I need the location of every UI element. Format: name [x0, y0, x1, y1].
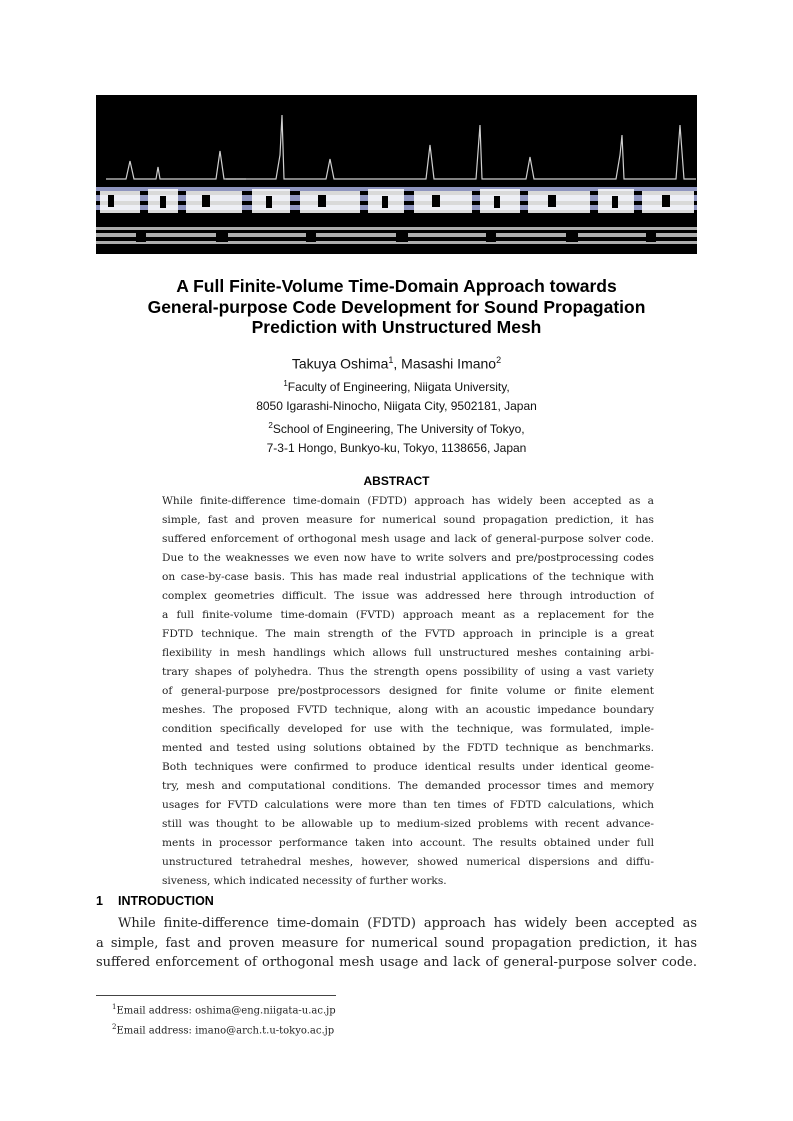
body-line: suffered enforcement of orthogonal mesh usage and lack of general-purpose solver code.: [96, 955, 697, 970]
author-name: Takuya Oshima: [291, 355, 389, 372]
abstract-line: condition specifically developed for use with the technique, was formulated, imple-: [162, 723, 654, 735]
abstract-line: unstructured tetrahedral meshes, however, showed numerical dispersions and diffu-: [162, 856, 654, 868]
abstract-heading: ABSTRACT: [363, 474, 430, 488]
affiliation-line: 7-3-1 Hongo, Bunkyo-ku, Tokyo, 1138656, Japan: [266, 441, 527, 455]
abstract-line: simple, fast and proven measure for numerical sound propagation prediction, it has: [162, 514, 654, 526]
footnote: [112, 1019, 336, 1039]
affiliation-mark: 2: [268, 421, 273, 430]
abstract-line: Due to the weaknesses we even now have to write solvers and pre/postprocessing codes: [162, 552, 654, 564]
footnotes: [112, 999, 336, 1040]
footnote-text: Email address: imano@arch.t.u-tokyo.ac.jp: [116, 1025, 335, 1037]
title-line: Prediction with Unstructured Mesh: [251, 317, 542, 337]
affiliation-text: School of Engineering, The University of Tokyo,: [272, 422, 525, 436]
conference-banner: [96, 95, 697, 254]
paper-title: [96, 276, 697, 338]
abstract-line: trary shapes of polyhedra. Thus the strength opens possibility of using a vast variety: [162, 666, 654, 678]
abstract-line: suffered enforcement of orthogonal mesh usage and lack of general-purpose solver code.: [162, 533, 654, 545]
abstract-line: mented and tested using solutions obtained by the FDTD technique as benchmarks.: [162, 742, 654, 754]
abstract-line: a full finite-volume time-domain (FVTD) approach meant as a replacement for the: [162, 609, 654, 621]
footnote-divider: [96, 995, 336, 996]
abstract-line: siveness, which indicated necessity of further works.: [162, 875, 447, 887]
abstract-line: try, mesh and computational conditions. The demanded processor times and memory: [162, 780, 654, 792]
abstract-line: of general-purpose pre/postprocessors designed for finite volume or finite element: [162, 685, 654, 697]
affiliation-mark: 2: [496, 355, 502, 365]
footnote-mark: 2: [112, 1023, 117, 1032]
abstract-line: While finite-difference time-domain (FDTD) approach has widely been accepted as a: [162, 495, 654, 507]
abstract-line: still was thought to be allowable up to medium-sized problems with recent advance-: [162, 818, 654, 830]
affiliation-line: [96, 416, 697, 439]
abstract-line: meshes. The proposed FVTD technique, along with an acoustic impedance boundary: [162, 704, 654, 716]
section-number: 1: [96, 894, 103, 908]
abstract-line: ments in processor performance taken into account. The results obtained under full: [162, 837, 654, 849]
banner-graphic-icon: [96, 95, 697, 254]
affiliation-line: [96, 374, 697, 397]
title-line: General-purpose Code Development for Sound Propagation: [147, 296, 646, 317]
footnote-text: Email address: oshima@eng.niigata-u.ac.jp: [116, 1005, 336, 1017]
abstract-line: complex geometries difficult. The issue was addressed here through introduction of: [162, 590, 654, 602]
section-heading: [96, 894, 214, 908]
author-list: Takuya Oshima$^1$, Masashi Imano$^2$: [291, 355, 502, 372]
abstract-line: Both techniques were confirmed to produce identical results under identical geome-: [162, 761, 654, 773]
title-line: A Full Finite-Volume Time-Domain Approach towards: [176, 276, 617, 296]
body-line: a simple, fast and proven measure for numerical sound propagation prediction, it has: [96, 935, 697, 951]
abstract-line: on case-by-case basis. This has made real industrial applications of the technique with: [162, 571, 654, 583]
abstract-line: usages for FVTD calculations were more than ten times of FDTD calculations, which: [162, 799, 654, 811]
affiliation-mark: 1: [388, 355, 394, 365]
abstract-line: FDTD technique. The main strength of the FVTD approach in principle is a great: [162, 628, 654, 640]
footnote-mark: 1: [112, 1003, 117, 1011]
footnote: [112, 999, 336, 1019]
affiliation-text: Faculty of Engineering, Niigata University,: [287, 380, 510, 394]
abstract-body: [162, 492, 654, 891]
affiliation-mark: 1: [283, 379, 288, 388]
author-name: Masashi Imano: [401, 355, 497, 372]
body-line: While finite-difference time-domain (FDTD) approach has widely been accepted as: [118, 916, 697, 931]
abstract-line: flexibility in mesh handlings which allows full unstructured meshes containing arbi-: [162, 647, 654, 659]
affiliation-line: 8050 Igarashi-Ninocho, Niigata City, 9502181, Japan: [256, 399, 537, 413]
section-title: INTRODUCTION: [118, 894, 214, 908]
section-body: [96, 914, 697, 973]
affiliations: [96, 374, 697, 458]
